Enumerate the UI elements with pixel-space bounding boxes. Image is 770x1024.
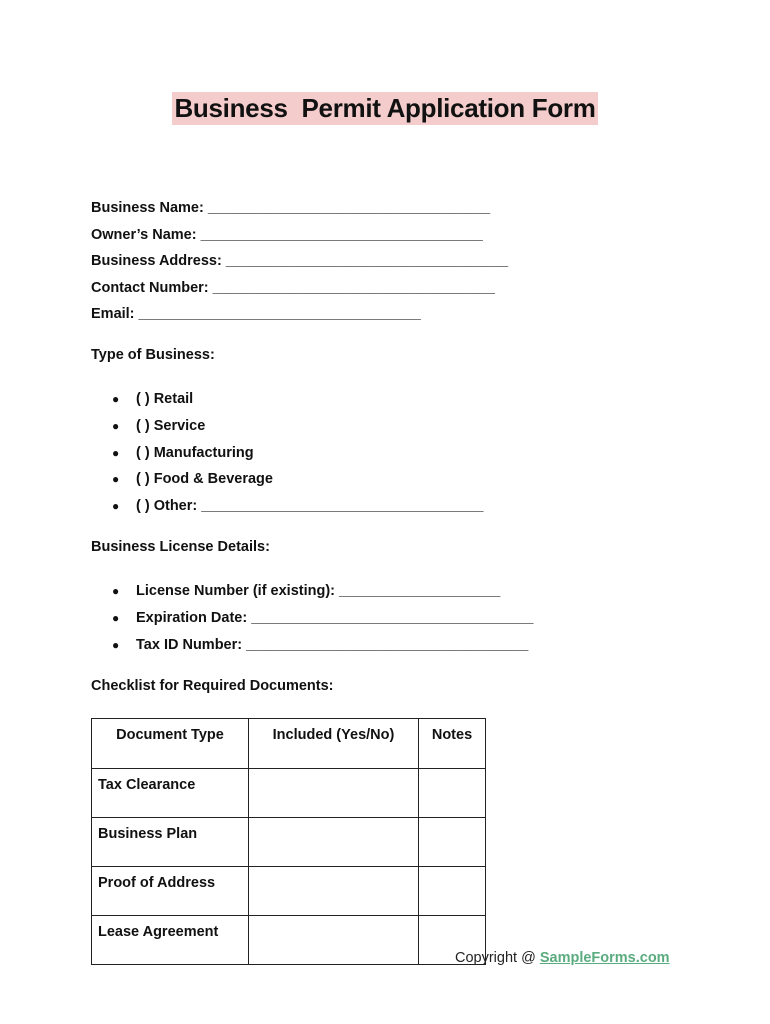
owner-name-field[interactable]: Owner’s Name: ___________________________________ — [91, 226, 483, 243]
business-address-field[interactable]: Business Address: ___________________________________ — [91, 253, 509, 269]
business-type-option-service[interactable] — [91, 417, 484, 444]
bullet-icon: ● — [112, 499, 120, 514]
notes-cell[interactable] — [419, 867, 486, 916]
notes-cell[interactable] — [419, 818, 486, 867]
business-name-field[interactable]: Business Name: ___________________________________ — [91, 200, 491, 216]
license-details-heading: Business License Details: — [91, 539, 270, 555]
license-number-field[interactable] — [91, 582, 533, 609]
header-notes: Notes — [419, 719, 486, 769]
included-cell[interactable] — [249, 916, 419, 965]
license-details-list — [91, 582, 533, 662]
included-cell[interactable] — [249, 867, 419, 916]
table-row — [92, 769, 486, 818]
option-label: ( ) Food & Beverage — [136, 471, 273, 488]
bullet-icon: ● — [112, 418, 120, 433]
documents-checklist-table — [91, 718, 486, 965]
applicant-fields — [91, 199, 508, 332]
option-label: ( ) Retail — [136, 391, 194, 407]
header-included: Included (Yes/No) — [249, 719, 419, 769]
bullet-icon: ● — [112, 445, 120, 460]
option-label: ( ) Service — [136, 417, 206, 434]
field-label: Expiration Date: ___________________________________ — [136, 609, 534, 626]
expiration-date-field[interactable] — [91, 609, 533, 636]
document-type-cell: Proof of Address — [92, 867, 249, 916]
business-type-option-food-beverage[interactable] — [91, 470, 484, 497]
contact-number-field[interactable]: Contact Number: ___________________________________ — [91, 279, 495, 296]
business-type-option-manufacturing[interactable] — [91, 444, 484, 471]
header-document-type: Document Type — [92, 719, 249, 769]
bullet-icon: ● — [112, 584, 120, 598]
document-type-cell: Business Plan — [92, 818, 249, 867]
table-row — [92, 916, 486, 965]
type-of-business-list — [91, 390, 484, 524]
page-title: Business Permit Application Form — [174, 93, 596, 123]
business-type-option-retail[interactable] — [91, 390, 484, 417]
checklist-heading: Checklist for Required Documents: — [91, 678, 334, 694]
field-label: License Number (if existing): ____________________ — [136, 583, 501, 599]
type-of-business-heading: Type of Business: — [91, 347, 215, 363]
brand-link[interactable]: SampleForms.com — [539, 950, 670, 966]
tax-id-field[interactable] — [91, 636, 533, 663]
business-type-option-other[interactable] — [91, 497, 484, 524]
notes-cell[interactable] — [419, 769, 486, 818]
table-row — [92, 867, 486, 916]
email-field[interactable]: Email: ___________________________________ — [91, 306, 421, 322]
table-header-row — [92, 719, 486, 769]
bullet-icon: ● — [112, 392, 120, 406]
document-type-cell: Lease Agreement — [92, 916, 249, 965]
field-label: Tax ID Number: ___________________________________ — [136, 636, 529, 653]
bullet-icon: ● — [112, 610, 120, 625]
copyright-text: Copyright @ — [455, 950, 540, 966]
copyright-footer — [455, 950, 670, 966]
document-type-cell: Tax Clearance — [92, 769, 249, 818]
included-cell[interactable] — [249, 818, 419, 867]
title-wrapper — [0, 92, 770, 125]
table-row — [92, 818, 486, 867]
bullet-icon: ● — [112, 472, 120, 487]
bullet-icon: ● — [112, 637, 120, 652]
option-label: ( ) Other: ___________________________________ — [136, 498, 484, 515]
option-label: ( ) Manufacturing — [136, 444, 254, 461]
included-cell[interactable] — [249, 769, 419, 818]
